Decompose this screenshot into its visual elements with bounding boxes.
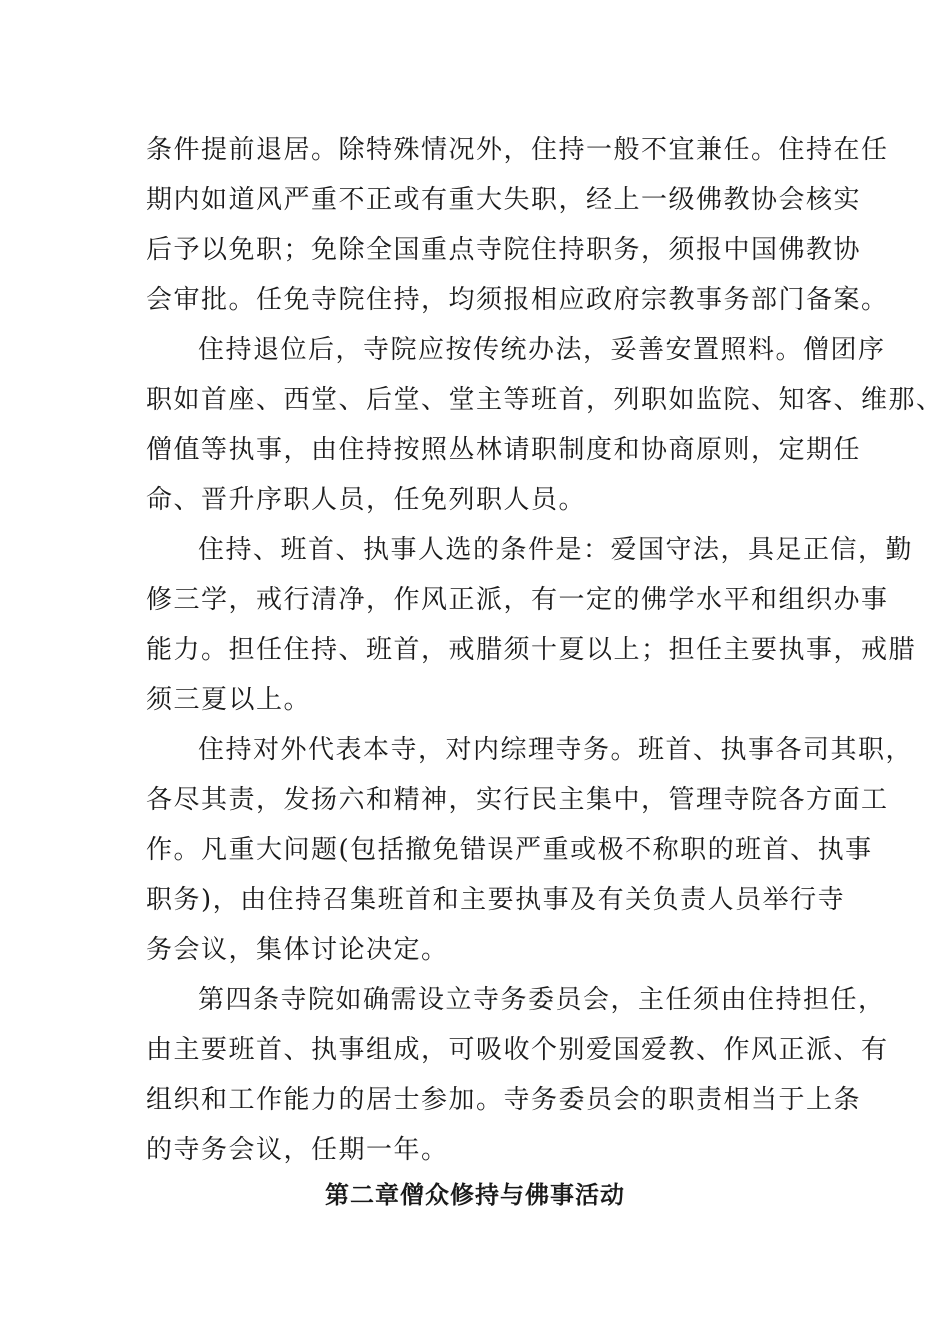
text-line: 职务)，由住持召集班首和主要执事及有关负责人员举行寺 [146, 885, 846, 915]
text-line: 职如首座、西堂、后堂、堂主等班首，列职如监院、知客、维那、 [146, 385, 944, 415]
text-line: 由主要班首、执事组成，可吸收个别爱国爱教、作风正派、有 [146, 1035, 889, 1065]
text-line: 务会议，集体讨论决定。 [146, 935, 449, 965]
chapter-heading: 第二章僧众修持与佛事活动 [325, 1181, 625, 1209]
text-line: 作。凡重大问题(包括撤免错误严重或极不称职的班首、执事 [146, 835, 873, 865]
text-line: 期内如道风严重不正或有重大失职，经上一级佛教协会核实 [146, 185, 862, 215]
text-line: 条件提前退居。除特殊情况外，住持一般不宜兼任。住持在任 [146, 135, 889, 165]
text-line: 组织和工作能力的居士参加。寺务委员会的职责相当于上条 [146, 1085, 862, 1115]
text-line: 命、晋升序职人员，任免列职人员。 [146, 485, 587, 515]
text-line: 的寺务会议，任期一年。 [146, 1135, 449, 1165]
text-line: 住持退位后，寺院应按传统办法，妥善安置照料。僧团序 [198, 335, 886, 365]
text-line: 须三夏以上。 [146, 685, 312, 715]
text-line: 后予以免职；免除全国重点寺院住持职务，须报中国佛教协 [146, 235, 862, 265]
text-line: 各尽其责，发扬六和精神，实行民主集中，管理寺院各方面工 [146, 785, 889, 815]
text-line: 住持、班首、执事人选的条件是：爱国守法，具足正信，勤 [198, 535, 914, 565]
text-line: 僧值等执事，由住持按照丛林请职制度和协商原则，定期任 [146, 435, 862, 465]
text-line: 修三学，戒行清净，作风正派，有一定的佛学水平和组织办事 [146, 585, 889, 615]
text-line: 第四条寺院如确需设立寺务委员会，主任须由住持担任， [198, 985, 886, 1015]
text-line: 住持对外代表本寺，对内综理寺务。班首、执事各司其职， [198, 735, 914, 765]
text-line: 会审批。任免寺院住持，均须报相应政府宗教事务部门备案。 [146, 285, 889, 315]
text-line: 能力。担任住持、班首，戒腊须十夏以上；担任主要执事，戒腊 [146, 635, 917, 665]
